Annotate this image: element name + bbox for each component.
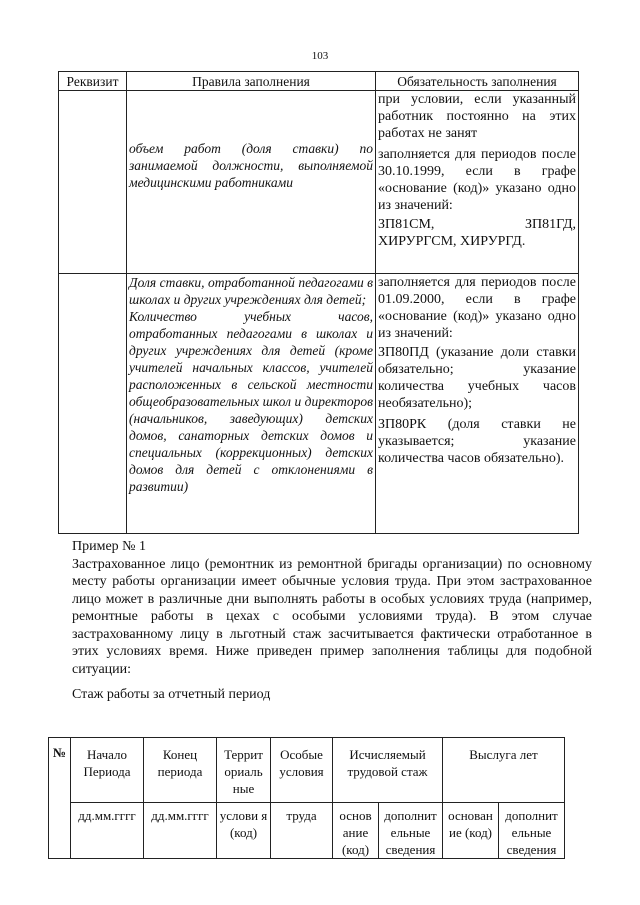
obligation-rk: ЗП80РК (доля ставки не указывается; указание количества часов обязательно). <box>378 417 576 466</box>
header-rekvizit: Реквизит <box>59 72 127 91</box>
col-calc-basis: основ ание (код) <box>333 803 379 859</box>
col-end-format: дд.мм.гггг <box>144 803 217 859</box>
rules-table-header <box>59 72 579 91</box>
rule-cell-pedagog <box>127 274 376 534</box>
col-special-sub: труда <box>271 803 333 859</box>
code-zp81gd: ЗП81ГД, <box>524 217 576 232</box>
col-start-format: дд.мм.гггг <box>71 803 144 859</box>
col-no: № <box>49 738 71 859</box>
stazh-table <box>48 737 565 859</box>
obligation-continued: при условии, если указанный работник постоянно на этих работах не занят <box>378 92 576 141</box>
col-calc-extra: дополнит ельные сведения <box>379 803 443 859</box>
rule-share: Доля ставки, отработанной педагогами в школах и других учреждениях для детей; <box>129 275 373 307</box>
col-territorial: Террит ориаль ные <box>217 738 271 803</box>
rekvizit-cell <box>59 91 127 274</box>
obligation-cell <box>376 91 579 274</box>
table-row <box>59 91 579 274</box>
col-start: Начало Периода <box>71 738 144 803</box>
page-number: 103 <box>311 50 329 62</box>
table-row <box>49 803 565 859</box>
rule-medical: объем работ (доля ставки) по занимаемой должности, выполняемой медицинскими работниками <box>129 141 373 190</box>
example-section <box>72 538 592 678</box>
table-row <box>59 274 579 534</box>
header-obligation: Обязательность заполнения <box>376 72 579 91</box>
rules-table <box>58 71 579 534</box>
obligation-pedagog-intro: заполняется для периодов после 01.09.2000, если в графе «основание (код)» указано одно из значений: <box>378 275 576 341</box>
col-special: Особые условия <box>271 738 333 803</box>
rule-cell <box>127 91 376 274</box>
col-service: Выслуга лет <box>443 738 565 803</box>
col-calc: Исчисляемый трудовой стаж <box>333 738 443 803</box>
obligation-pd: ЗП80ПД (указание доли ставки обязательно; указание количества учебных часов необязательно); <box>378 345 576 411</box>
example-text: Застрахованное лицо (ремонтник из ремонтной бригады организации) по основному месту работы организации имеет обычные условия труда. При этом застрахованное лицо может в различные дни выполнять работы в особых условиях труда (например, ремонтные работы в цехах с особыми условиями труда). В этом случае застрахованному лицу в льготный стаж засчитывается фактически отработанное в этих условиях время. Ниже приведен пример заполнения таблицы для подобной ситуации: <box>72 556 592 677</box>
col-service-extra: дополнит ельные сведения <box>499 803 565 859</box>
codes-line <box>378 216 576 233</box>
table-row <box>49 738 565 803</box>
col-end: Конец периода <box>144 738 217 803</box>
header-rules: Правила заполнения <box>127 72 376 91</box>
codes-line2: ХИРУРГСМ, ХИРУРГД. <box>378 234 526 249</box>
code-zp81sm: ЗП81СМ, <box>378 217 435 232</box>
example-heading: Пример № 1 <box>72 539 147 554</box>
rule-hours: Количество учебных часов, отработанных педагогами в школах и других учреждениях для детей (кроме учителей начальных классов, учителей расположенных в сельской местности общеобразовательных школ и директоров (начальников, заведующих) детских домов, санаторных детских домов и специальных (коррекционных) детских домов для детей с отклонениями в развитии) <box>129 309 373 494</box>
stazh-title: Стаж работы за отчетный период <box>72 687 271 702</box>
rekvizit-cell <box>59 274 127 534</box>
obligation-medical: заполняется для периодов после 30.10.1999, если в графе «основание (код)» указано одно из значений: <box>378 147 576 213</box>
col-territorial-code: услови я (код) <box>217 803 271 859</box>
col-service-basis: основан ие (код) <box>443 803 499 859</box>
obligation-cell-pedagog <box>376 274 579 534</box>
